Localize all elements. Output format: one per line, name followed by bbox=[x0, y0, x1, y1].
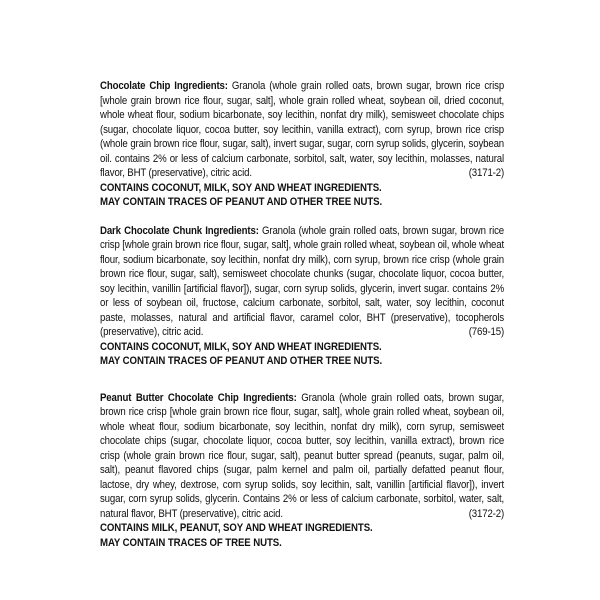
ingredients-text: Granola (whole grain rolled oats, brown sugar, brown rice crisp [whole grain brown rice flour, sugar, salt], whole grain rolled wheat, soybean oil, whole wheat flour, sodium bicarbonate, soy lecithin, nonfat dry milk), corn syrup, semisweet chocolate chips (sugar, chocolate liquor, cocoa butter, soy lecithin, vanilla extract), brown rice crisp (whole grain brown rice flour, sugar, salt), peanut butter spread (peanuts, sugar, palm oil, salt), peanut flavored chips (sugar, palm kernel and palm oil, partially defatted peanut flour, lactose, dry whey, dextrose, corn syrup solids, soy lecithin, salt, vanillin [artificial flavor]), invert sugar, corn syrup solids, glycerin. Contains 2% or less of calcium carbonate, sorbitol, water, salt, natural flavor, BHT (preservative), citric acid. bbox=[100, 391, 505, 520]
allergen-traces-statement: MAY CONTAIN TRACES OF PEANUT AND OTHER TREE NUTS. bbox=[100, 196, 383, 208]
allergen-contains-statement: CONTAINS MILK, PEANUT, SOY AND WHEAT INGREDIENTS. bbox=[100, 522, 373, 534]
allergen-traces-statement: MAY CONTAIN TRACES OF PEANUT AND OTHER TREE NUTS. bbox=[100, 355, 383, 367]
ingredients-text: Granola (whole grain rolled oats, brown sugar, brown rice crisp [whole grain brown rice flour, sugar, salt], whole grain rolled wheat, soybean oil, whole wheat flour, sodium bicarbonate, soy lecithin, nonfat dry milk), corn syrup, brown rice crisp (whole grain brown rice flour, sugar, salt), semisweet chocolate chunks (sugar, chocolate liquor, cocoa butter, soy lecithin, vanillin [artificial flavor]), sugar, corn syrup solids, glycerin, invert sugar. contains 2% or less of soybean oil, fructose, calcium carbonate, sorbitol, salt, water, soy lecithin, coconut paste, molasses, natural and artificial flavor, caramel color, BHT (preservative), tocopherols (preservative), citric acid. bbox=[100, 224, 505, 338]
allergen-contains-statement: CONTAINS COCONUT, MILK, SOY AND WHEAT INGREDIENTS. bbox=[100, 181, 382, 194]
product-code: (3172-2) bbox=[468, 507, 505, 520]
ingredients-paragraph bbox=[100, 224, 504, 340]
allergen-traces-statement: MAY CONTAIN TRACES OF TREE NUTS. bbox=[100, 536, 282, 549]
section-title: Chocolate Chip Ingredients: bbox=[100, 80, 228, 92]
ingredient-label-panel bbox=[100, 79, 504, 550]
product-code: (3171-2) bbox=[468, 167, 505, 179]
peanut-butter-chocolate-chip-section bbox=[100, 391, 504, 551]
section-title: Peanut Butter Chocolate Chip Ingredients: bbox=[100, 391, 297, 404]
chocolate-chip-section bbox=[100, 79, 504, 210]
section-title: Dark Chocolate Chunk Ingredients: bbox=[100, 224, 259, 237]
product-code: (769-15) bbox=[468, 326, 505, 338]
allergen-contains-statement: CONTAINS COCONUT, MILK, SOY AND WHEAT INGREDIENTS. bbox=[100, 340, 382, 353]
ingredients-paragraph bbox=[100, 391, 504, 522]
ingredients-text: Granola (whole grain rolled oats, brown sugar, brown rice crisp [whole grain brown rice flour, sugar, salt], whole grain rolled wheat, soybean oil, dried coconut, whole wheat flour, sodium bicarbonate, soy lecithin, nonfat dry milk), semisweet chocolate chips (sugar, chocolate liquor, cocoa butter, soy lecithin, vanilla extract), corn syrup, brown rice crisp (whole grain brown rice flour, sugar, salt), invert sugar, sugar, corn syrup solids, glycerin, soybean oil. contains 2% or less of calcium carbonate, sorbitol, salt, water, soy lecithin, molasses, natural flavor, BHT (preservative), citric acid. bbox=[100, 80, 505, 179]
ingredients-paragraph bbox=[100, 79, 504, 181]
dark-chocolate-chunk-section bbox=[100, 224, 504, 369]
